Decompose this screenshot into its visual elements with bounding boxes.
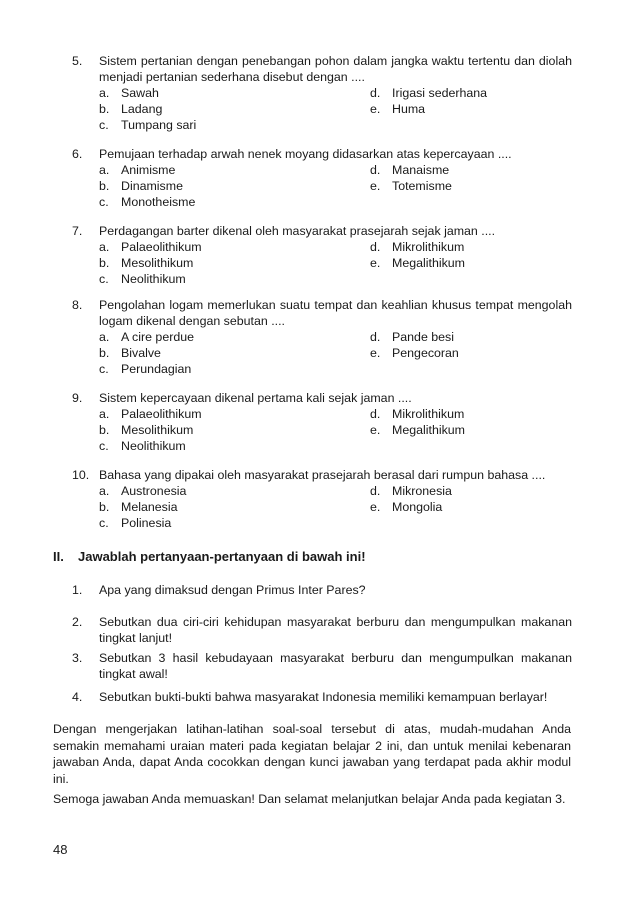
option-a: a. A cire perdue xyxy=(99,330,195,344)
option-a: a. Palaeolithikum xyxy=(99,240,202,254)
option-e: e. Megalithikum xyxy=(370,423,465,437)
option-e: e. Pengecoran xyxy=(370,346,459,360)
question-text: Sistem kepercayaan dikenal pertama kali sejak jaman .... xyxy=(99,391,412,405)
question-text: Sistem pertanian dengan penebangan pohon dalam jangka waktu tertentu dan diolah menjadi pertanian sederhana disebut dengan .... xyxy=(99,54,572,84)
option-d: d. Mikrolithikum xyxy=(370,240,465,254)
essay-text: Sebutkan dua ciri-ciri kehidupan masyarakat berburu dan mengumpulkan makanan tingkat lanjut! xyxy=(99,615,572,645)
option-d: d. Pande besi xyxy=(370,330,455,344)
option-b: b. Ladang xyxy=(99,102,163,116)
essay-text: Apa yang dimaksud dengan Primus Inter Pares? xyxy=(99,583,366,597)
option-b: b. Mesolithikum xyxy=(99,423,194,437)
option-d: d. Irigasi sederhana xyxy=(370,86,488,100)
option-c: c. Tumpang sari xyxy=(99,118,197,132)
option-d: d. Mikronesia xyxy=(370,484,452,498)
options xyxy=(99,406,572,454)
essay-text: Sebutkan 3 hasil kebudayaan masyarakat berburu dan mengumpulkan makanan tingkat awal! xyxy=(99,651,572,681)
option-d: d. Manaisme xyxy=(370,163,450,177)
option-a: a. Sawah xyxy=(99,86,159,100)
question-6 xyxy=(72,146,572,210)
option-b: b. Mesolithikum xyxy=(99,256,194,270)
option-c: c. Neolithikum xyxy=(99,272,186,286)
option-c: c. Perundagian xyxy=(99,362,192,376)
question-number: 9. xyxy=(72,391,83,405)
option-c: c. Monotheisme xyxy=(99,195,196,209)
essay-question-4 xyxy=(72,689,572,705)
essay-question-1 xyxy=(72,582,572,598)
options xyxy=(99,239,572,287)
essay-number: 2. xyxy=(72,615,83,629)
closing-paragraph-1: Dengan mengerjakan latihan-latihan soal-soal tersebut di atas, mudah-mudahan Anda semakin memahami uraian materi pada kegiatan belajar 2 ini, dan untuk menilai kebenaran jawaban Anda, dapat Anda cocokkan dengan kunci jawaban yang terdapat pada akhir modul ini. xyxy=(53,722,571,786)
option-e: e. Megalithikum xyxy=(370,256,465,270)
essay-number: 3. xyxy=(72,651,83,665)
essay-text: Sebutkan bukti-bukti bahwa masyarakat Indonesia memiliki kemampuan berlayar! xyxy=(99,690,548,704)
question-10 xyxy=(72,467,572,531)
option-b: b. Bivalve xyxy=(99,346,161,360)
options xyxy=(99,329,572,377)
option-a: a. Austronesia xyxy=(99,484,187,498)
question-text: Pengolahan logam memerlukan suatu tempat dan keahlian khusus tempat mengolah logam dikenal dengan sebutan .... xyxy=(99,298,572,328)
essay-number: 4. xyxy=(72,690,83,704)
options xyxy=(99,162,572,210)
essay-question-3 xyxy=(72,650,572,682)
option-d: d. Mikrolithikum xyxy=(370,407,465,421)
section-number: II. xyxy=(53,549,64,564)
essay-question-2 xyxy=(72,614,572,646)
question-9 xyxy=(72,390,572,454)
options xyxy=(99,483,572,531)
question-text: Perdagangan barter dikenal oleh masyarakat prasejarah sejak jaman .... xyxy=(99,224,496,238)
question-number: 10. xyxy=(72,468,90,482)
question-number: 8. xyxy=(72,298,83,312)
options xyxy=(99,85,572,133)
essay-number: 1. xyxy=(72,583,83,597)
question-7 xyxy=(72,223,572,287)
question-text: Bahasa yang dipakai oleh masyarakat prasejarah berasal dari rumpun bahasa .... xyxy=(99,468,546,482)
question-number: 6. xyxy=(72,147,83,161)
option-e: e. Huma xyxy=(370,102,426,116)
option-a: a. Palaeolithikum xyxy=(99,407,202,421)
section-title: Jawablah pertanyaan-pertanyaan di bawah ini! xyxy=(78,549,366,564)
option-b: b. Melanesia xyxy=(99,500,178,514)
option-c: c. Polinesia xyxy=(99,516,172,530)
closing-paragraph-2: Semoga jawaban Anda memuaskan! Dan selamat melanjutkan belajar Anda pada kegiatan 3. xyxy=(53,792,566,806)
option-e: e. Totemisme xyxy=(370,179,452,193)
section-2-heading xyxy=(53,549,366,565)
option-a: a. Animisme xyxy=(99,163,176,177)
option-e: e. Mongolia xyxy=(370,500,443,514)
option-c: c. Neolithikum xyxy=(99,439,186,453)
question-number: 5. xyxy=(72,54,83,68)
question-number: 7. xyxy=(72,224,83,238)
question-5 xyxy=(72,53,572,133)
question-text: Pemujaan terhadap arwah nenek moyang didasarkan atas kepercayaan .... xyxy=(99,147,512,161)
page-number: 48 xyxy=(53,842,68,857)
question-8 xyxy=(72,297,572,377)
option-b: b. Dinamisme xyxy=(99,179,183,193)
